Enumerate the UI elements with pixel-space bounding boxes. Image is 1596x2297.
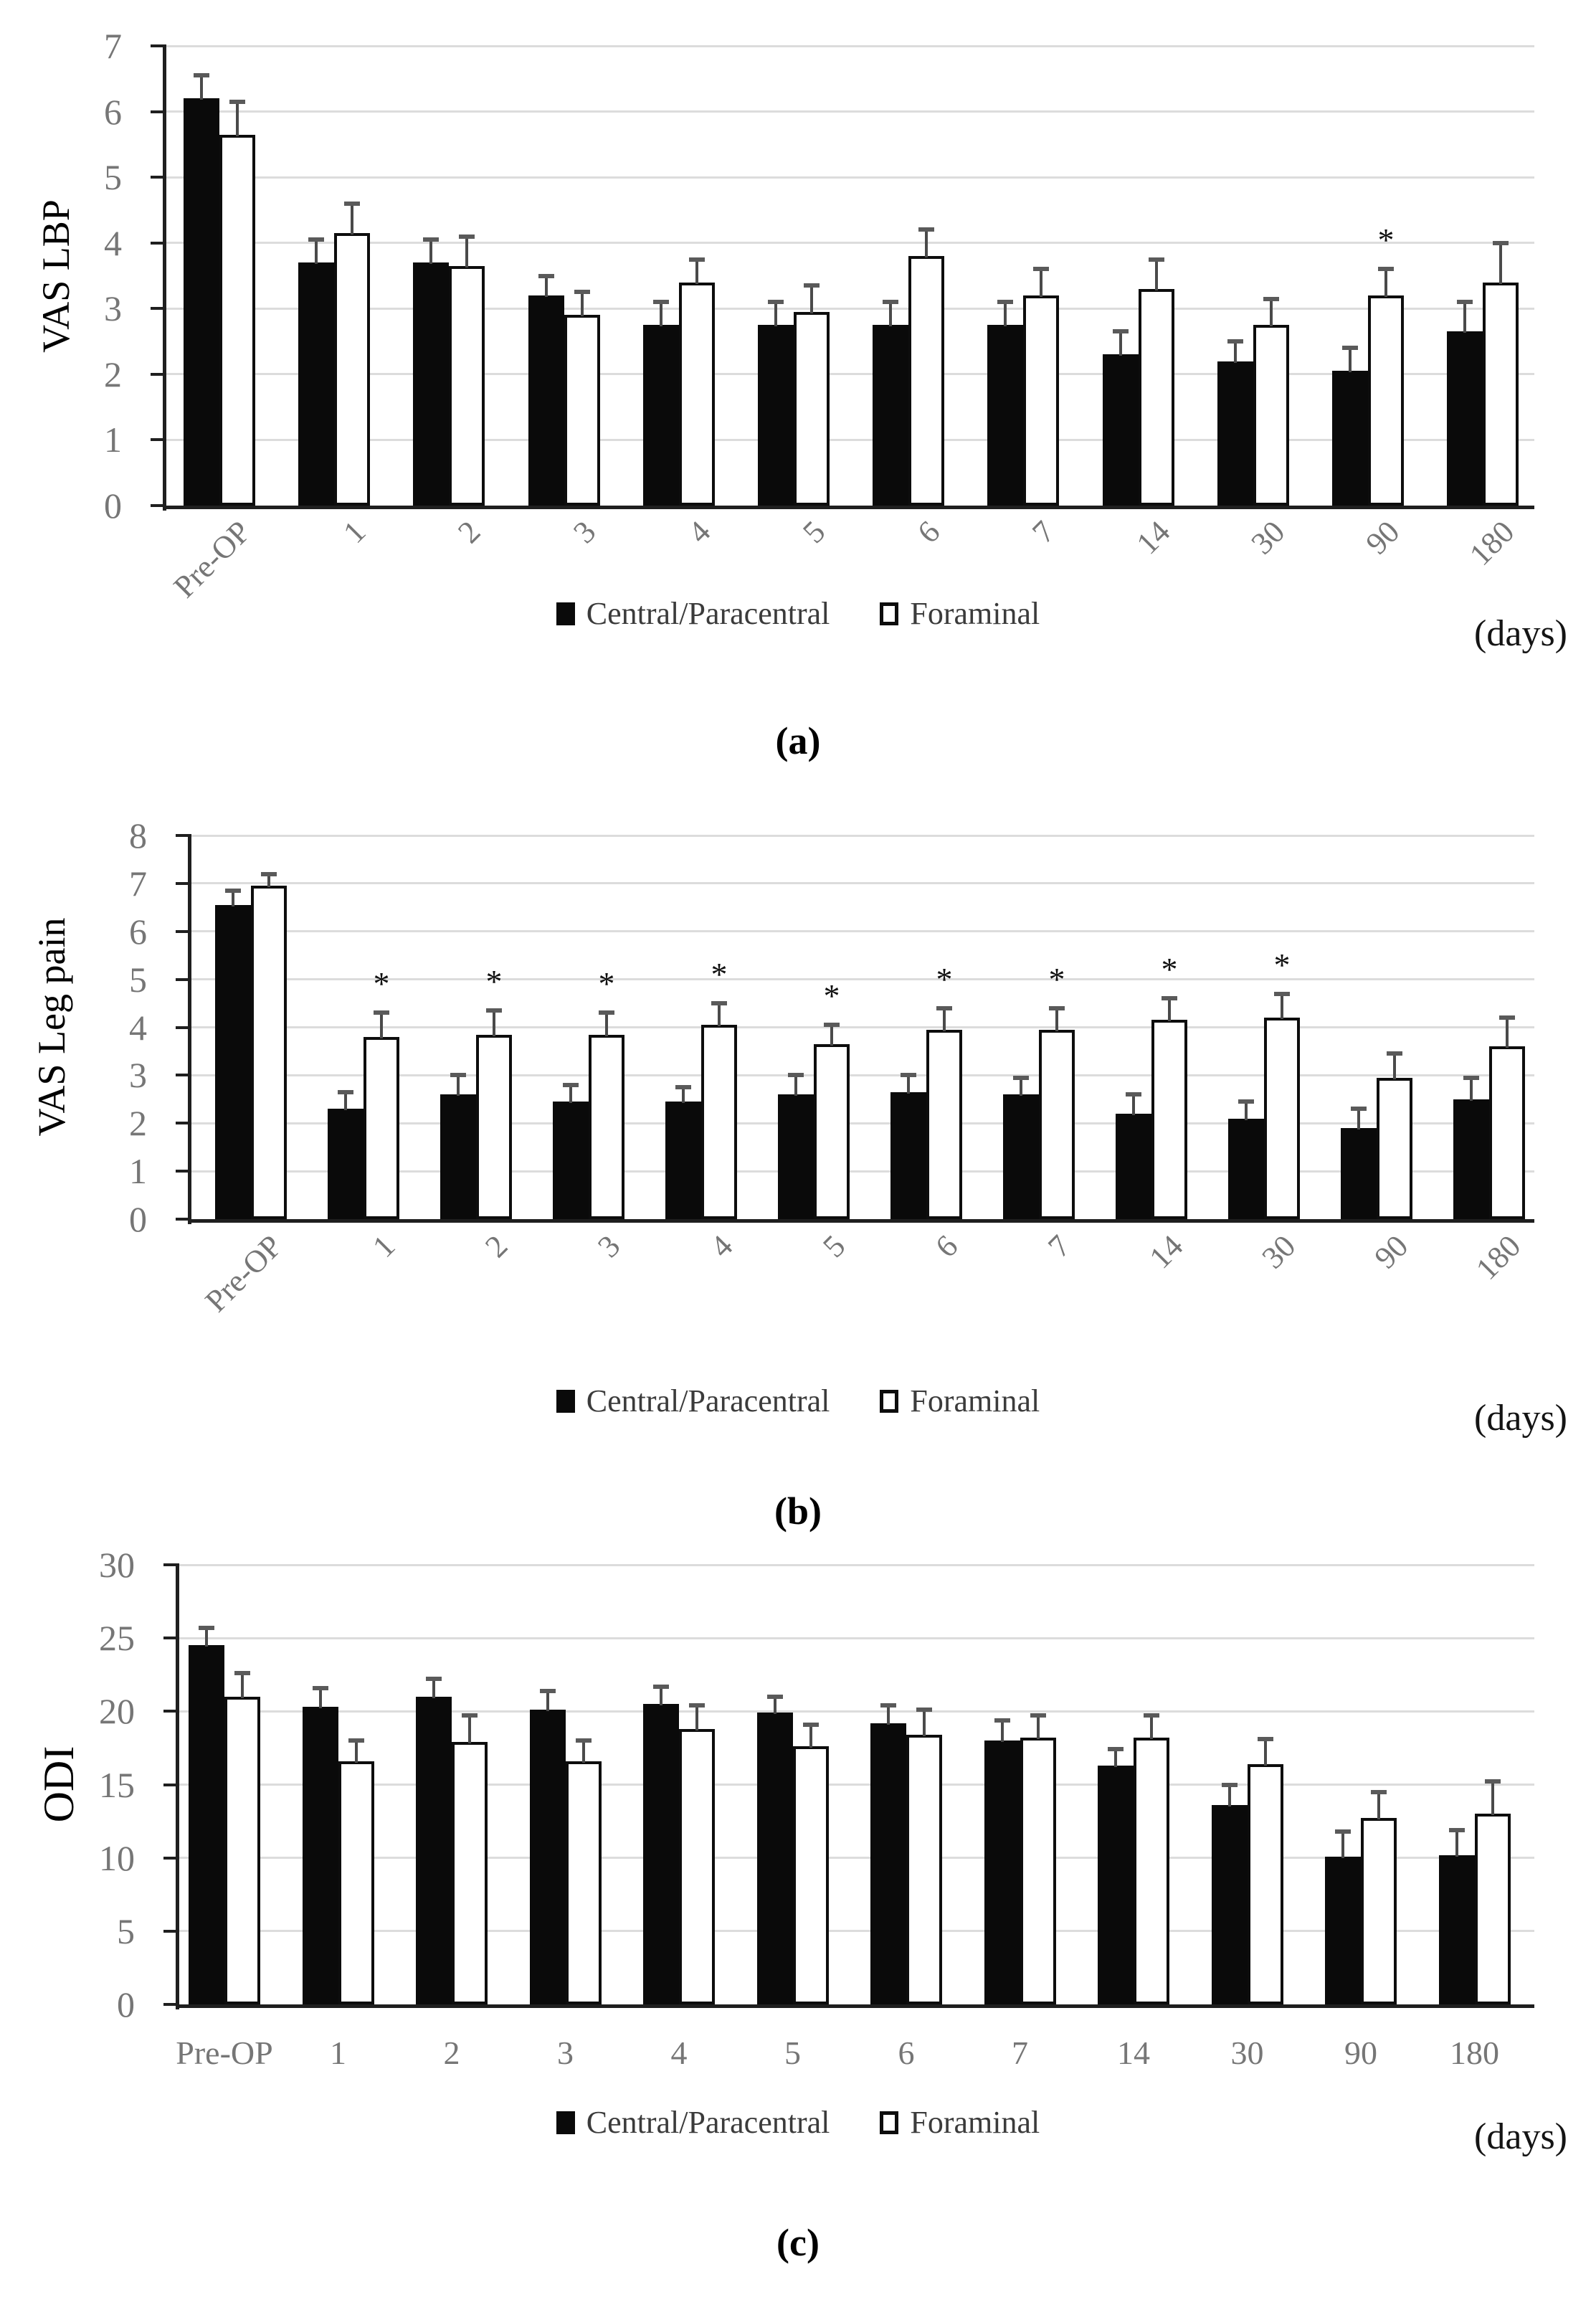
bar-central (1439, 1855, 1475, 2004)
x-tick-label: 14 (1129, 513, 1177, 562)
error-bar-cap (1449, 1828, 1465, 1832)
y-tick-label: 8 (129, 815, 147, 856)
bar-foraminal (566, 1761, 602, 2004)
panel-caption-b: (b) (774, 1490, 822, 1533)
x-tick-label: 3 (591, 1228, 627, 1264)
y-tick-label: 1 (104, 420, 122, 460)
error-bar-stem (1455, 1830, 1458, 1857)
error-bar-stem (1001, 1720, 1004, 1743)
x-tick-label: 6 (898, 2035, 915, 2071)
x-tick-label: 6 (928, 1228, 965, 1264)
x-tick-label: 1 (336, 513, 373, 550)
y-tick-label: 1 (129, 1151, 147, 1192)
legend-item-foraminal (880, 2104, 1040, 2141)
y-axis-title-c: ODI (35, 1746, 82, 1823)
x-axis-unit-label-c: (days) (1474, 2116, 1567, 2157)
x-tick-label: 7 (1041, 1228, 1078, 1264)
y-tick-label: 10 (99, 1837, 135, 1878)
error-bar-stem (205, 1628, 208, 1647)
y-tick-label: 3 (104, 288, 122, 329)
significance-asterisk: * (711, 956, 728, 993)
bar-central (984, 1740, 1020, 2004)
bar-central (757, 1713, 793, 2004)
x-tick-label: 1 (366, 1228, 402, 1264)
x-tick-label: 2 (443, 2035, 460, 2071)
x-tick-label: 14 (1117, 2035, 1150, 2071)
bar-foraminal (793, 1746, 829, 2004)
x-tick-label: 4 (680, 513, 718, 550)
x-tick-label: Pre-OP (199, 1228, 290, 1319)
significance-asterisk: * (936, 960, 953, 998)
error-bar-stem (319, 1688, 322, 1709)
y-tick-label: 25 (99, 1618, 135, 1659)
x-tick-label: 3 (566, 513, 602, 550)
error-bar-stem (1228, 1785, 1231, 1807)
error-bar-stem (1377, 1792, 1380, 1820)
error-bar-cap (1108, 1747, 1124, 1751)
y-axis-line (176, 1563, 179, 2009)
y-tick-label: 6 (104, 91, 122, 132)
x-tick-label: 14 (1142, 1228, 1190, 1276)
x-axis-line (176, 2004, 1534, 2008)
error-bar-cap (653, 1685, 669, 1689)
x-tick-label: 30 (1255, 1228, 1303, 1276)
error-bar-cap (767, 1695, 783, 1699)
x-tick-label: Pre-OP (176, 2035, 273, 2071)
error-bar-cap (199, 1626, 214, 1630)
error-bar-stem (1150, 1715, 1153, 1739)
bar-central (1212, 1805, 1248, 2004)
y-tick-label: 0 (104, 486, 122, 526)
y-tick-label: 0 (117, 1984, 135, 2024)
x-tick-label: 30 (1244, 513, 1292, 562)
legend-item-central (556, 2104, 830, 2141)
significance-asterisk: * (1048, 960, 1065, 998)
significance-asterisk: * (485, 963, 503, 1000)
y-tick-label: 2 (104, 354, 122, 394)
error-bar-cap (916, 1708, 932, 1712)
error-bar-cap (1485, 1779, 1501, 1784)
error-bar-stem (774, 1697, 776, 1714)
significance-asterisk: * (373, 965, 390, 1003)
x-tick-label: 4 (670, 2035, 688, 2071)
legend-c (0, 2104, 1596, 2141)
gridline (179, 1784, 1534, 1786)
bar-central (189, 1645, 224, 2004)
x-tick-label: 90 (1367, 1228, 1415, 1276)
y-tick-label: 5 (129, 959, 147, 1000)
error-bar-cap (1222, 1783, 1238, 1787)
bar-foraminal (338, 1761, 374, 2004)
legend-label-central: Central/Paracentral (586, 2105, 830, 2140)
significance-asterisk: * (1273, 946, 1291, 983)
x-tick-label: 180 (1450, 2035, 1499, 2071)
x-tick-label: 7 (1012, 2035, 1028, 2071)
bar-central (643, 1704, 679, 2004)
error-bar-stem (1114, 1749, 1117, 1766)
x-tick-label: 2 (451, 513, 488, 550)
x-tick-label: 5 (796, 513, 832, 550)
y-tick-label: 5 (117, 1910, 135, 1951)
bar-central (1098, 1766, 1134, 2004)
error-bar-cap (576, 1738, 592, 1743)
y-tick-label: 7 (129, 863, 147, 904)
x-tick-label: 30 (1230, 2035, 1264, 2071)
gridline (179, 1564, 1534, 1566)
error-bar-cap (689, 1703, 705, 1708)
y-axis-title-a: VAS LBP (34, 199, 77, 353)
bar-central (416, 1697, 452, 2004)
error-bar-cap (234, 1671, 250, 1675)
error-bar-stem (887, 1705, 890, 1725)
y-tick-label: 4 (129, 1007, 147, 1048)
x-axis-unit-label-a: (days) (1474, 613, 1567, 654)
bar-foraminal (224, 1697, 260, 2004)
bar-foraminal (1361, 1818, 1397, 2004)
y-tick-label: 0 (129, 1199, 147, 1239)
error-bar-stem (809, 1725, 812, 1748)
x-tick-label: 90 (1359, 513, 1407, 562)
bar-central (530, 1710, 566, 2004)
x-tick-label: 180 (1463, 513, 1521, 573)
y-tick-label: 30 (99, 1545, 135, 1585)
y-tick-label: 7 (104, 26, 122, 66)
error-bar-stem (468, 1715, 471, 1743)
error-bar-stem (923, 1710, 926, 1736)
y-tick-label: 20 (99, 1691, 135, 1732)
error-bar-cap (462, 1713, 478, 1718)
x-tick-label: 2 (478, 1228, 515, 1264)
significance-asterisk: * (1161, 951, 1178, 988)
error-bar-cap (426, 1677, 442, 1681)
x-tick-label: 3 (557, 2035, 574, 2071)
bar-foraminal (1020, 1738, 1056, 2004)
error-bar-stem (1341, 1832, 1344, 1858)
error-bar-cap (1144, 1713, 1159, 1718)
x-tick-label: 5 (784, 2035, 801, 2071)
significance-asterisk: * (598, 965, 615, 1003)
gridline (179, 1710, 1534, 1713)
error-bar-cap (1030, 1713, 1046, 1718)
error-bar-cap (803, 1723, 819, 1727)
error-bar-stem (432, 1679, 435, 1698)
bar-foraminal (1475, 1814, 1511, 2004)
y-tick-label: 5 (104, 157, 122, 198)
error-bar-cap (348, 1738, 364, 1743)
error-bar-cap (1371, 1790, 1387, 1794)
error-bar-cap (540, 1689, 556, 1693)
legend-label-foraminal: Foraminal (910, 596, 1040, 631)
bar-central (1325, 1857, 1361, 2004)
error-bar-stem (695, 1705, 698, 1730)
significance-asterisk: * (823, 977, 840, 1015)
x-tick-label: 4 (703, 1228, 740, 1264)
legend-label-foraminal: Foraminal (910, 1383, 1040, 1419)
legend-label-foraminal: Foraminal (910, 2105, 1040, 2140)
bar-foraminal (1134, 1738, 1169, 2004)
bar-central (870, 1723, 906, 2004)
error-bar-stem (546, 1691, 549, 1712)
legend-label-central: Central/Paracentral (586, 596, 830, 631)
bar-foraminal (1248, 1764, 1283, 2004)
error-bar-stem (582, 1740, 585, 1763)
error-bar-stem (241, 1673, 244, 1698)
bar-central (303, 1707, 338, 2004)
y-axis-title-b: VAS Leg pain (30, 917, 73, 1137)
error-bar-stem (1037, 1715, 1040, 1739)
x-tick-label: 6 (911, 513, 947, 550)
bar-foraminal (906, 1735, 942, 2004)
x-tick-label: 7 (1025, 513, 1062, 550)
error-bar-stem (355, 1740, 358, 1763)
x-tick-label: 5 (816, 1228, 852, 1264)
x-tick-label: 90 (1344, 2035, 1377, 2071)
error-bar-cap (1335, 1829, 1351, 1834)
y-tick-label: 2 (129, 1103, 147, 1144)
y-tick-label: 15 (99, 1764, 135, 1805)
error-bar-cap (880, 1703, 896, 1708)
legend-swatch-central-icon (556, 2111, 575, 2134)
error-bar-stem (660, 1687, 662, 1706)
y-tick-label: 4 (104, 222, 122, 263)
significance-asterisk: * (1377, 222, 1395, 259)
legend-label-central: Central/Paracentral (586, 1383, 830, 1419)
error-bar-stem (1491, 1781, 1494, 1815)
bar-foraminal (452, 1742, 488, 2004)
panel-caption-c: (c) (776, 2221, 820, 2264)
panel-caption-a: (a) (775, 719, 821, 762)
error-bar-stem (1264, 1739, 1267, 1766)
x-axis-unit-label-b: (days) (1474, 1398, 1567, 1439)
legend-swatch-foraminal-icon (880, 2111, 898, 2134)
gridline (179, 1637, 1534, 1639)
error-bar-cap (313, 1686, 328, 1690)
y-tick-label: 6 (129, 911, 147, 952)
error-bar-cap (1258, 1737, 1273, 1741)
x-tick-label: 1 (330, 2035, 346, 2071)
error-bar-cap (994, 1718, 1010, 1723)
x-tick-label: 180 (1469, 1228, 1528, 1287)
y-tick-label: 3 (129, 1055, 147, 1096)
bar-foraminal (679, 1729, 715, 2004)
x-tick-label: Pre-OP (167, 513, 258, 605)
